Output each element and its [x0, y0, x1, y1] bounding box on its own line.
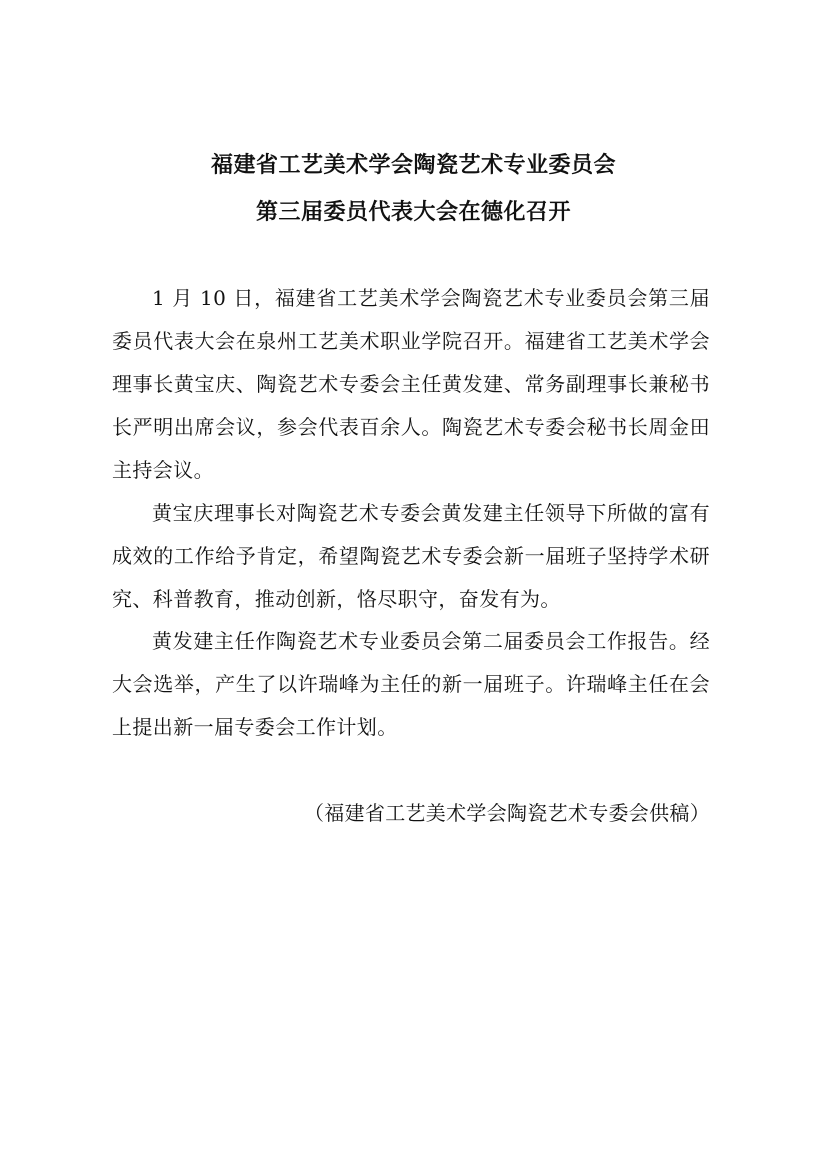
- paragraph-3: 黄发建主任作陶瓷艺术专业委员会第二届委员会工作报告。经大会选举，产生了以许瑞峰为主任的新一届班子。许瑞峰主任在会上提出新一届专委会工作计划。: [112, 629, 710, 739]
- source-note: （福建省工艺美术学会陶瓷艺术专委会供稿）: [304, 801, 710, 825]
- paragraph-2: 黄宝庆理事长对陶瓷艺术专委会黄发建主任领导下所做的富有成效的工作给予肯定，希望陶瓷艺术专委会新一届班子坚持学术研究、科普教育，推动创新，恪尽职守，奋发有为。: [112, 501, 710, 611]
- paragraph-1: 1 月 10 日，福建省工艺美术学会陶瓷艺术专业委员会第三届委员代表大会在泉州工艺美术职业学院召开。福建省工艺美术学会理事长黄宝庆、陶瓷艺术专委会主任黄发建、常务副理事长兼秘书长严明出席会议，参会代表百余人。陶瓷艺术专委会秘书长周金田主持会议。: [112, 286, 710, 482]
- document-title-line-2: 第三届委员代表大会在德化召开: [255, 200, 571, 225]
- document-title-line-1: 福建省工艺美术学会陶瓷艺术专业委员会: [210, 153, 616, 178]
